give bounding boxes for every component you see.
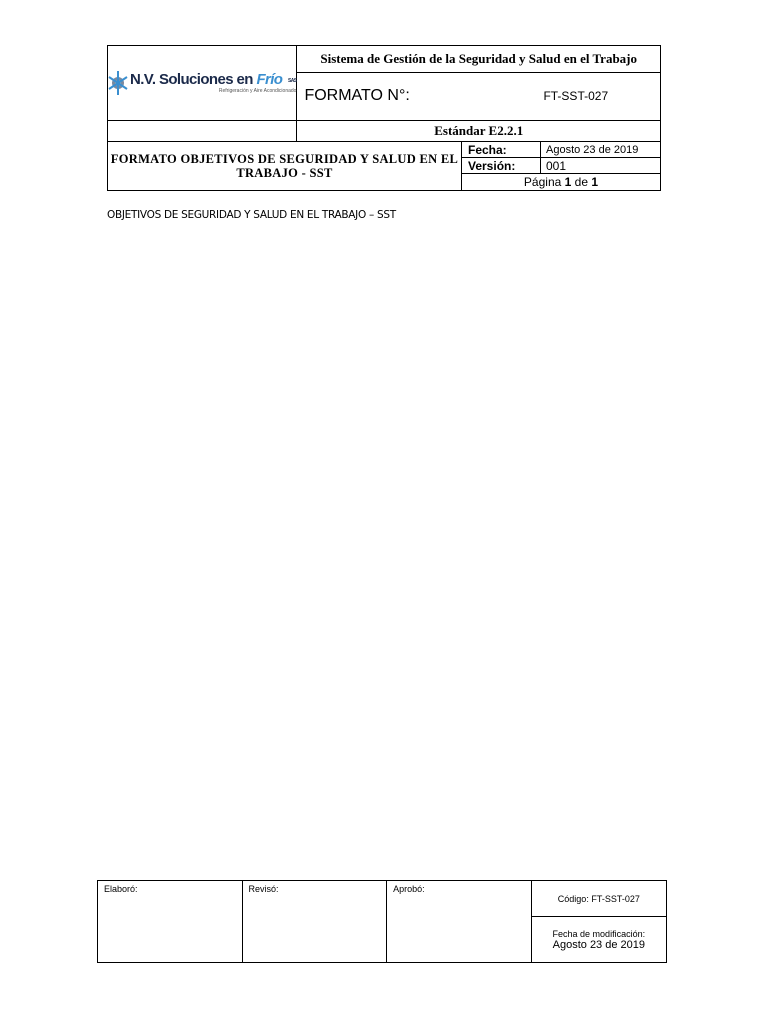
fecha-label: Fecha: xyxy=(462,142,541,158)
document-title: FORMATO OBJETIVOS DE SEGURIDAD Y SALUD EN EL TRABAJO - SST xyxy=(108,142,462,191)
formato-label: FORMATO N°: xyxy=(304,87,410,105)
fecha-value: Agosto 23 de 2019 xyxy=(541,142,661,158)
page-prefix: Página xyxy=(523,175,562,189)
title-table xyxy=(107,141,661,191)
footer-code: Código: FT-SST-027 xyxy=(531,881,666,917)
empty-cell xyxy=(108,121,297,142)
page-current: 1 xyxy=(564,175,572,189)
page-of: de xyxy=(574,175,589,189)
footer-table xyxy=(97,880,667,963)
footer-modification xyxy=(531,917,666,963)
modification-label: Fecha de modificación: xyxy=(552,928,646,939)
logo-suffix: SAS xyxy=(287,77,297,84)
aprobo-cell: Aprobó: xyxy=(387,881,532,963)
logo-brand-accent: Frío xyxy=(256,71,283,89)
section-heading: OBJETIVOS DE SEGURIDAD Y SALUD EN EL TRABAJO – SST xyxy=(107,209,396,221)
company-logo xyxy=(108,70,296,96)
reviso-cell: Revisó: xyxy=(242,881,387,963)
logo-brand-prefix: N.V. Soluciones en xyxy=(130,71,253,89)
version-value: 001 xyxy=(541,158,661,174)
page-indicator xyxy=(462,174,661,191)
snowflake-gear-icon xyxy=(108,70,128,96)
system-title: Sistema de Gestión de la Seguridad y Salud en el Trabajo xyxy=(297,46,661,73)
logo-cell xyxy=(108,46,297,121)
elaboro-cell: Elaboró: xyxy=(98,881,243,963)
standard-label: Estándar E2.2.1 xyxy=(297,121,661,142)
header-table xyxy=(107,45,661,142)
modification-date: Agosto 23 de 2019 xyxy=(552,938,645,951)
logo-tagline: Refrigeración y Aire Acondicionado xyxy=(218,87,297,94)
page-total: 1 xyxy=(591,175,599,189)
version-label: Versión: xyxy=(462,158,541,174)
formato-code: FT-SST-027 xyxy=(543,89,609,104)
formato-cell xyxy=(297,73,661,121)
